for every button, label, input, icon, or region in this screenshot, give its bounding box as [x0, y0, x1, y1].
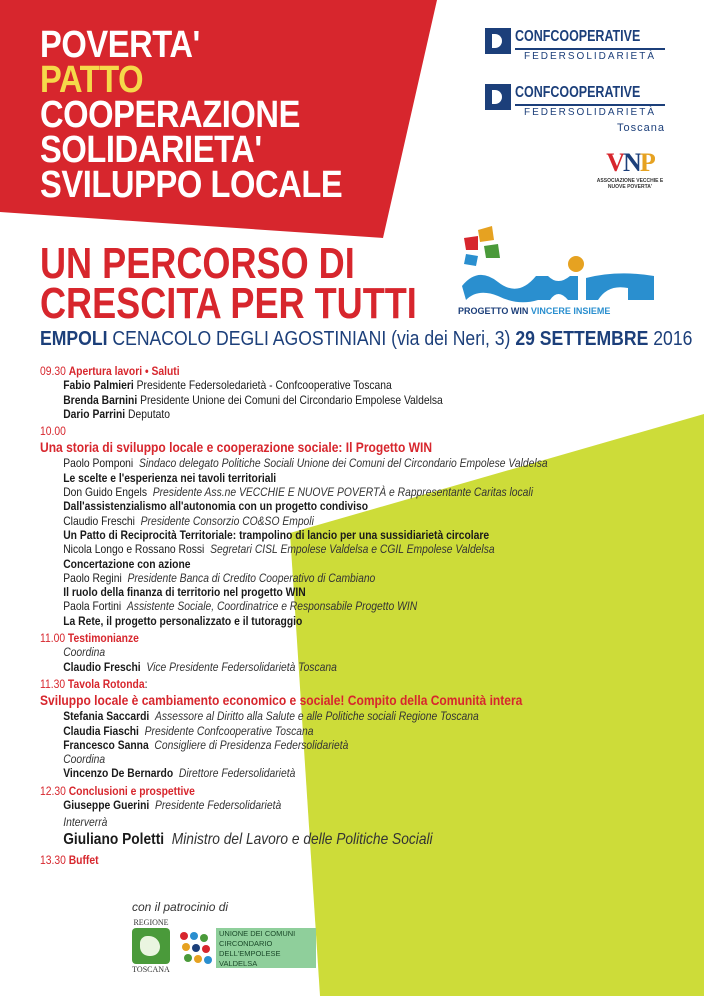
- subtitle-line: CRESCITA PER TUTTI: [40, 279, 417, 328]
- coordinator-label: Coordina: [63, 645, 106, 660]
- session-time: 09.30: [40, 364, 66, 378]
- talk-topic: Il ruolo della finanza di territorio nel progetto WIN: [63, 585, 306, 600]
- confcooperative-mark-icon: [485, 28, 511, 54]
- regione-label-top: REGIONE: [133, 918, 169, 927]
- speaker-name: Nicola Longo e Rossano Rossi: [63, 542, 205, 557]
- session-time: 11.00: [40, 631, 66, 646]
- session-title: Tavola Rotonda: [67, 676, 145, 691]
- logo-subname: FEDERSOLIDARIETÀ: [515, 48, 665, 62]
- speaker-name: Giuseppe Guerini: [63, 798, 150, 813]
- speaker-name: Paolo Regini: [63, 570, 122, 585]
- speaker-role: Presidente Banca di Credito Cooperativo di Cambiano: [127, 570, 376, 585]
- speaker-role: Assistente Sociale, Coordinatrice e Responsabile Progetto WIN: [126, 599, 418, 614]
- session-title: Una storia di sviluppo locale e cooperazione sociale: Il Progetto WIN: [40, 439, 433, 456]
- patrocinio-label: con il patrocinio di: [132, 900, 229, 914]
- confcooperative-toscana-logo: [485, 82, 665, 134]
- speaker-name: Claudio Freschi: [63, 513, 135, 528]
- vnp-mark: VNP: [606, 148, 654, 177]
- title-line: COOPERAZIONE: [40, 94, 300, 136]
- talk-topic: Un Patto di Reciprocità Territoriale: trampolino di lancio per una sussidiarietà circolare: [63, 527, 490, 542]
- talk-topic: Concertazione con azione: [63, 556, 191, 571]
- unione-comuni-logo: [180, 928, 316, 968]
- speaker-role: Presidente Confcooperative Toscana: [144, 723, 314, 738]
- subtitle: [40, 239, 417, 328]
- speaker-role: Deputato: [128, 406, 170, 421]
- main-title: [40, 24, 343, 206]
- session-time: 12.30: [40, 783, 66, 798]
- speaker-name: Paola Fortini: [63, 599, 122, 614]
- speaker-name: Don Guido Engels: [63, 485, 147, 500]
- confcooperative-logo: [485, 26, 665, 64]
- speaker-role: Presidente Unione dei Comuni del Circondario Empolese Valdelsa: [140, 392, 443, 407]
- logo-region: Toscana: [617, 122, 665, 134]
- logo-name: CONFCOOPERATIVE: [515, 28, 641, 45]
- session-time: 13.30: [40, 852, 66, 867]
- speaker-role: Presidente Federsoledarietà - Confcooperative Toscana: [136, 378, 392, 393]
- speaker-name: Brenda Barnini: [63, 392, 138, 407]
- speaker-role: Presidente Federsolidarietà: [154, 798, 282, 813]
- speaker-name: Paolo Pomponi: [63, 456, 134, 471]
- event-date: 29 SETTEMBRE: [515, 328, 649, 350]
- venue-line: [40, 328, 692, 351]
- event-year: 2016: [653, 328, 693, 350]
- win-mark-icon: [458, 226, 658, 306]
- win-caption: PROGETTO WIN VINCERE INSIEME: [458, 306, 611, 316]
- speaker-name: Fabio Palmieri: [63, 378, 134, 393]
- regione-toscana-logo: [128, 918, 174, 974]
- talk-topic: Dall'assistenzialismo all'autonomia con un progetto condiviso: [63, 499, 369, 514]
- session-title: Buffet: [68, 852, 99, 867]
- regione-label-bottom: TOSCANA: [132, 965, 170, 974]
- subtitle-line: UN PERCORSO DI: [40, 239, 355, 288]
- speaker-role: Consigliere di Presidenza Federsolidarietà: [154, 737, 349, 752]
- speaker-role: Segretari CISL Empolese Valdelsa e CGIL Empolese Valdelsa: [210, 542, 495, 557]
- pegasus-icon: [132, 928, 170, 964]
- program: 09.30 Apertura lavori • Saluti Fabio Palmieri Presidente Federsoledarietà - Confcooperative Toscana Brenda Barnini Presidente Unione dei Comuni del Circondario Empolese Valdelsa Dario Parrini Deputato 10.00 Una storia di sviluppo locale e cooperazione sociale: Il Progetto WIN Paolo Pomponi Sindaco delegato Politiche Sociali Unione dei Comuni del Circondario Empolese Valdelsa Le scelte e l'esperienza nei tavoli territoriali Don Guido Engels Presidente Ass.ne VECCHIE E NUOVE POVERTÀ e Rappresentante Caritas locali Dall'assistenzialismo all'autonomia con un progetto condiviso Claudio Freschi Presidente Consorzio CO&SO Empoli Un Patto di Reciprocità Territoriale: trampolino di lancio per una sussidiarietà circolare Nicola Longo e Rossano Rossi Segretari CISL Empolese Valdelsa e CGIL Empolese Valdelsa Concertazione con azione Paolo Regini Presidente Banca di Credito Cooperativo di Cambiano Il ruolo della finanza di territorio nel progetto WIN Paola Fortini Assistente Sociale, Coordinatrice e Responsabile Progetto WIN La Rete, il progetto personalizzato e il tutoraggio 11.00 Testimonianze Coordina Claudio Freschi Vice Presidente Federsolidarietà Toscana 11.30 Tavola Rotonda: Sviluppo locale è cambiamento economico e sociale! Compito della Comunità intera Stefania Saccardi Assessore al Diritto alla Salute e alle Politiche sociali Regione Toscana Claudia Fiaschi Presidente Confcooperative Toscana Francesco Sanna Consigliere di Presidenza Federsolidarietà Coordina Vincenzo De Bernardo Direttore Federsolidarietà 12.30 Conclusioni e prospettive Giuseppe Guerini Presidente Federsolidarietà Interverrà Giuliano Poletti Ministro del Lavoro e delle Politiche Sociali 13.30 Buffet: [40, 364, 680, 867]
- speaker-name: Claudia Fiaschi: [63, 723, 139, 738]
- session-time: 10.00: [40, 424, 66, 439]
- venue-place: CENACOLO DEGLI AGOSTINIANI (via dei Neri, 3): [112, 328, 511, 350]
- speaker-name: Dario Parrini: [63, 406, 126, 421]
- speaker-role: Presidente Ass.ne VECCHIE E NUOVE POVERTÀ e Rappresentante Caritas locali: [152, 485, 534, 500]
- title-line: POVERTA': [40, 24, 200, 66]
- vnp-logo: [590, 148, 670, 190]
- speaker-role: Vice Presidente Federsolidarietà Toscana: [146, 659, 337, 674]
- logo-name: CONFCOOPERATIVE: [515, 84, 641, 101]
- coordinator-label: Coordina: [63, 752, 106, 767]
- speaker-role: Assessore al Diritto alla Salute e alle Politiche sociali Regione Toscana: [155, 709, 479, 724]
- title-line-highlight: PATTO: [40, 59, 144, 101]
- speaker-name: Claudio Freschi: [63, 659, 141, 674]
- vnp-text: ASSOCIAZIONE VECCHIE E NUOVE POVERTA': [596, 178, 664, 190]
- speaker-name: Francesco Sanna: [63, 737, 149, 752]
- speaker-role: Presidente Consorzio CO&SO Empoli: [140, 513, 314, 528]
- minister-name: Giuliano Poletti: [63, 830, 165, 848]
- confcooperative-mark-icon: [485, 84, 511, 110]
- comuni-emblems-icon: [180, 932, 214, 964]
- unione-text: UNIONE DEI COMUNI CIRCONDARIO DELL'EMPOLESE VALDELSA: [216, 928, 316, 968]
- speaker-name: Stefania Saccardi: [63, 709, 150, 724]
- talk-topic: Le scelte e l'esperienza nei tavoli territoriali: [63, 470, 277, 485]
- session-time: 11.30: [40, 676, 66, 691]
- speaker-role: Sindaco delegato Politiche Sociali Unione dei Comuni del Circondario Empolese Valdelsa: [138, 456, 548, 471]
- session-title: Apertura lavori • Saluti: [68, 364, 180, 378]
- logo-subname: FEDERSOLIDARIETÀ: [515, 104, 665, 118]
- session-title: Conclusioni e prospettive: [68, 783, 195, 798]
- title-line: SVILUPPO LOCALE: [40, 164, 343, 206]
- speaker-name: Vincenzo De Bernardo: [63, 766, 174, 781]
- minister-role: Ministro del Lavoro e delle Politiche Sociali: [171, 830, 433, 848]
- title-line: SOLIDARIETA': [40, 129, 262, 171]
- interverra-label: Interverrà: [63, 815, 108, 830]
- progetto-win-logo: [458, 226, 658, 316]
- session-subtitle: Sviluppo locale è cambiamento economico e sociale! Compito della Comunità intera: [40, 692, 523, 709]
- speaker-role: Direttore Federsolidarietà: [178, 766, 296, 781]
- talk-topic: La Rete, il progetto personalizzato e il tutoraggio: [63, 613, 303, 628]
- session-title: Testimonianze: [67, 631, 139, 646]
- venue-city: EMPOLI: [40, 328, 108, 350]
